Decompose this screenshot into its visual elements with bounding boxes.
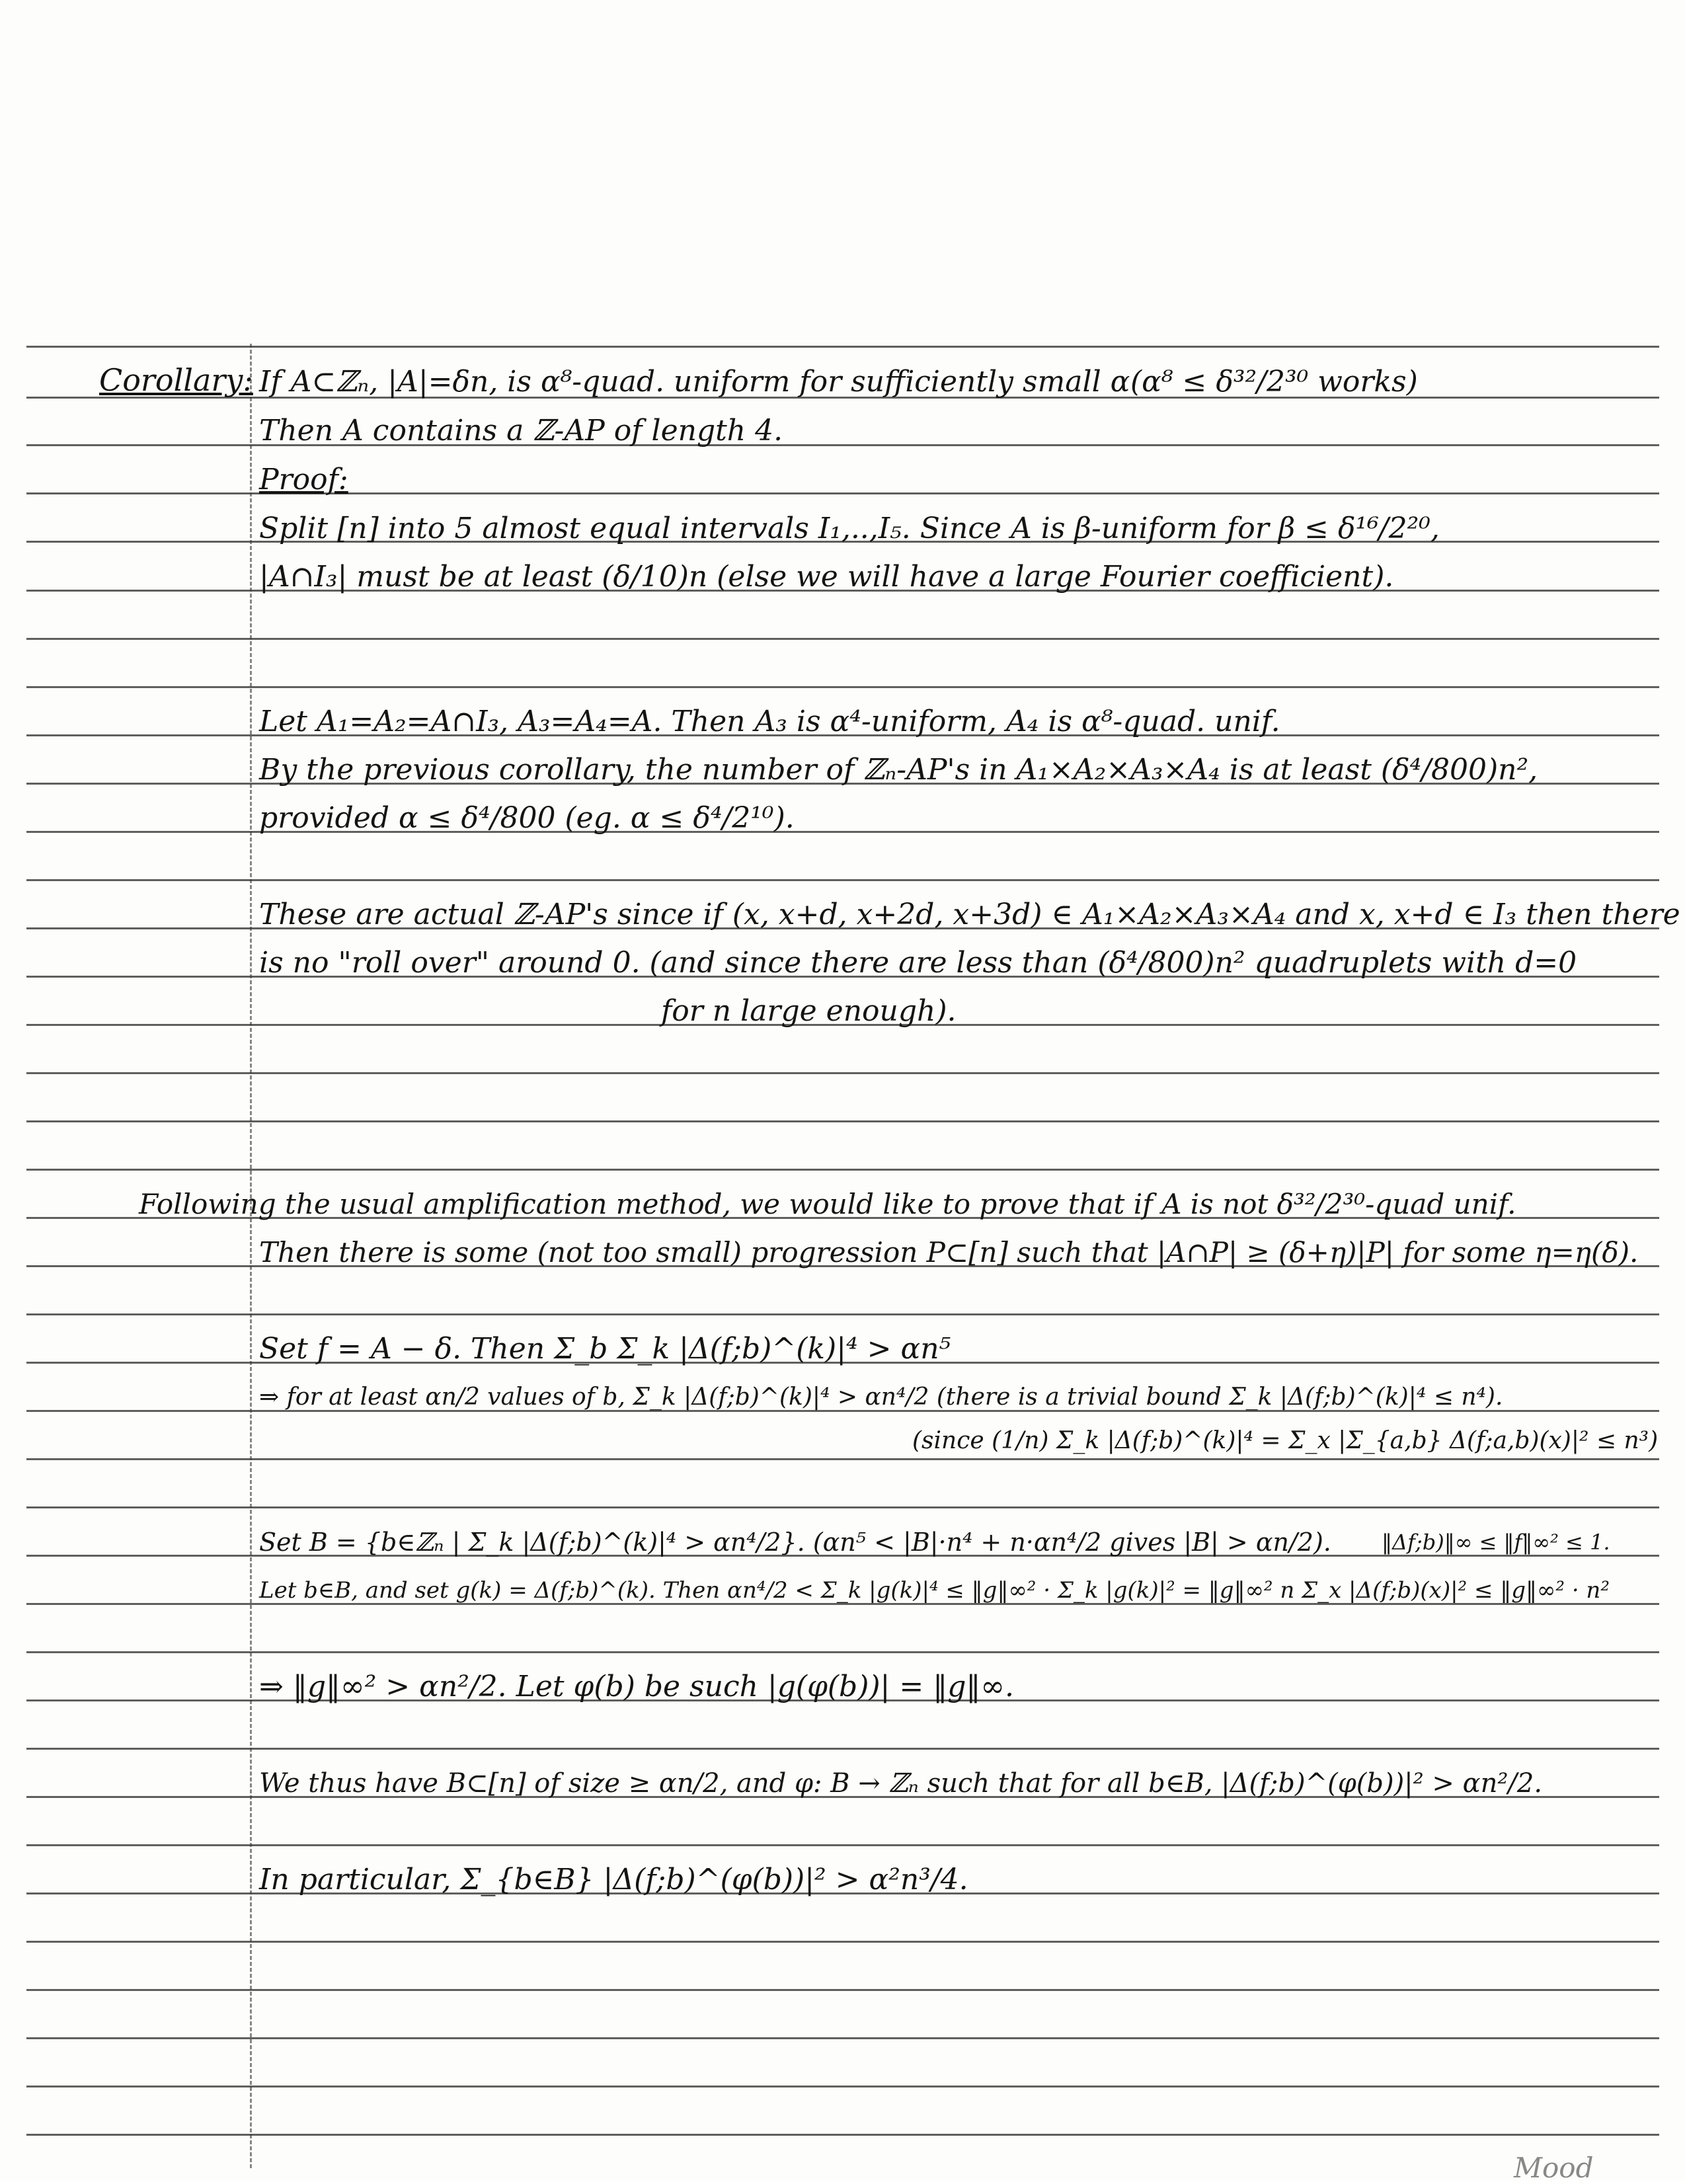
ruled-line: [26, 1313, 1659, 1315]
ruled-line: [26, 1072, 1659, 1074]
ruled-line: [26, 1748, 1659, 1750]
margin-line: [250, 344, 252, 2168]
amplification-line-2: Then there is some (not too small) progression P⊂[n] such that |A∩P| ≥ (δ+η)|P| for some η=η(δ).: [259, 1236, 1639, 1268]
ruled-line: [26, 638, 1659, 640]
ruled-line: [26, 1120, 1659, 1122]
amplification-line-4: ⇒ for at least αn/2 values of b, Σ_k |Δ(f;b)^(k)|⁴ > αn⁴/2 (there is a trivial bound Σ_k |Δ(f;b)^(k)|⁴ ≤ n⁴).: [259, 1384, 1503, 1411]
amplification-line-7: Let b∈B, and set g(k) = Δ(f;b)^(k). Then αn⁴/2 < Σ_k |g(k)|⁴ ≤ ‖g‖∞² · Σ_k |g(k)|² = ‖g‖∞² n Σ_x |Δ(f;b)(x)|² ≤ ‖g‖∞² · n²: [259, 1577, 1610, 1604]
ruled-line: [26, 1506, 1659, 1508]
ruled-line: [26, 1844, 1659, 1846]
amplification-line-6: Set B = {b∈ℤₙ | Σ_k |Δ(f;b)^(k)|⁴ > αn⁴/2}. (αn⁵ < |B|·n⁴ + n·αn⁴/2 gives |B| > αn/2).: [259, 1528, 1331, 1557]
ruled-line: [26, 686, 1659, 688]
ruled-line: [26, 879, 1659, 881]
amplification-line-5: (since (1/n) Σ_k |Δ(f;b)^(k)|⁴ = Σ_x |Σ_{a,b} Δ(f;a,b)(x)|² ≤ n³): [912, 1427, 1659, 1454]
amplification-line-3: Set f = A − δ. Then Σ_b Σ_k |Δ(f;b)^(k)|⁴ > αn⁵: [259, 1332, 951, 1366]
corollary-statement-line-1: If A⊂ℤₙ, |A|=δn, is α⁸-quad. uniform for sufficiently small α: [259, 365, 1130, 399]
ruled-line: [26, 1989, 1659, 1991]
proof-paragraph-2-line-3: provided α ≤ δ⁴/800 (eg. α ≤ δ⁴/2¹⁰).: [259, 801, 795, 835]
proof-label: Proof:: [259, 463, 348, 496]
amplification-line-9: We thus have B⊂[n] of size ≥ αn/2, and φ: B → ℤₙ such that for all b∈B, |Δ(f;b)^(φ(b))|² > αn²/2.: [259, 1768, 1543, 1799]
ruled-line: [26, 1169, 1659, 1171]
ruled-line: [26, 1651, 1659, 1653]
ruled-line: [26, 2134, 1659, 2136]
amplification-line-1: Following the usual amplification method, we would like to prove that if A is not δ³²/2³⁰-quad unif.: [139, 1188, 1516, 1220]
amplification-line-10: In particular, Σ_{b∈B} |Δ(f;b)^(φ(b))|² > α²n³/4.: [259, 1863, 968, 1896]
ruled-line: [26, 2037, 1659, 2039]
proof-paragraph-3-line-2: is no "roll over" around 0. (and since there are less than (δ⁴/800)n² quadruplets with d=0: [259, 946, 1577, 980]
proof-paragraph-3-line-1: These are actual ℤ-AP's since if (x, x+d, x+2d, x+3d) ∈ A₁×A₂×A₃×A₄ and x, x+d ∈ I₃ then there: [259, 898, 1680, 931]
proof-paragraph-2-line-1: Let A₁=A₂=A∩I₃, A₃=A₄=A. Then A₃ is α⁴-uniform, A₄ is α⁸-quad. unif.: [259, 705, 1280, 738]
ruled-line: [26, 2086, 1659, 2087]
ruled-line: [26, 1941, 1659, 1943]
corner-mark: Mood: [1514, 2152, 1594, 2184]
amplification-line-8: ⇒ ‖g‖∞² > αn²/2. Let φ(b) be such |g(φ(b))| = ‖g‖∞.: [259, 1670, 1015, 1703]
amplification-line-6-note: ‖Δf;b)‖∞ ≤ ‖f‖∞² ≤ 1.: [1382, 1530, 1610, 1555]
proof-paragraph-1-line-2: |A∩I₃| must be at least (δ/10)n (else we will have a large Fourier coefficient).: [259, 560, 1394, 594]
ruled-line: [26, 346, 1659, 348]
corollary-label: Corollary:: [99, 362, 253, 398]
proof-paragraph-2-line-2: By the previous corollary, the number of ℤₙ-AP's in A₁×A₂×A₃×A₄ is at least (δ⁴/800)n²,: [259, 753, 1538, 787]
proof-paragraph-3-line-3: for n large enough).: [661, 994, 957, 1028]
corollary-note: (α⁸ ≤ δ³²/2³⁰ works): [1130, 365, 1418, 399]
corollary-statement-line-2: Then A contains a ℤ-AP of length 4.: [259, 414, 783, 448]
proof-paragraph-1-line-1: Split [n] into 5 almost equal intervals I₁,..,I₅. Since A is β-uniform for β ≤ δ¹⁶/2²⁰,: [259, 512, 1440, 545]
